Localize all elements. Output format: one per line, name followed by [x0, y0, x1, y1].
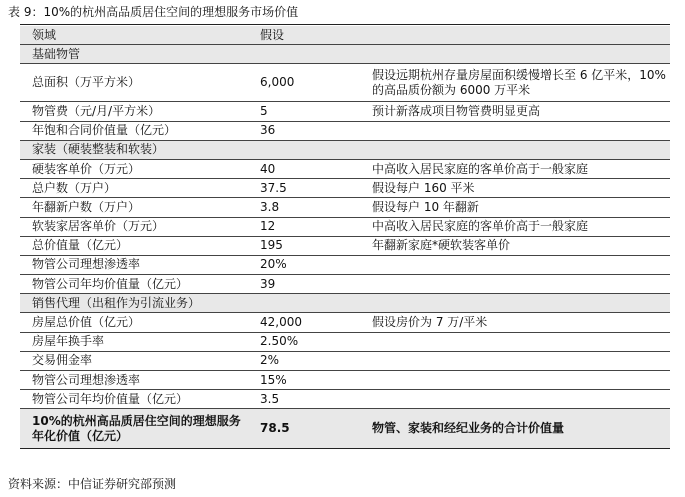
row-value: 37.5 [248, 179, 360, 198]
row-label: 总面积（万平方米） [20, 64, 248, 102]
row-note [360, 140, 670, 159]
row-label: 物管费（元/月/平方米） [20, 102, 248, 121]
row-note [360, 371, 670, 390]
header-note [360, 26, 670, 45]
section-row [20, 45, 670, 64]
table-body [20, 45, 670, 449]
row-label: 物管公司理想渗透率 [20, 255, 248, 274]
row-note [360, 255, 670, 274]
row-note: 中高收入居民家庭的客单价高于一般家庭 [360, 217, 670, 236]
row-value: 42,000 [248, 313, 360, 332]
table-row [20, 255, 670, 274]
row-note: 假设远期杭州存量房屋面积缓慢增长至 6 亿平米，10%的高品质份额为 6000 万平米 [360, 64, 670, 102]
row-label: 年饱和合同价值量（亿元） [20, 121, 248, 140]
row-label: 物管公司理想渗透率 [20, 371, 248, 390]
row-label: 总户数（万户） [20, 179, 248, 198]
table-header-row [20, 26, 670, 45]
total-row [20, 409, 670, 449]
table-row [20, 217, 670, 236]
row-value [248, 45, 360, 64]
row-note: 假设房价为 7 万/平米 [360, 313, 670, 332]
row-note [360, 390, 670, 409]
table-row [20, 275, 670, 294]
row-value: 2.50% [248, 332, 360, 351]
row-value: 78.5 [248, 409, 360, 449]
row-label: 家装（硬装整装和软装） [20, 140, 248, 159]
table-row [20, 102, 670, 121]
row-value: 20% [248, 255, 360, 274]
row-label: 基础物管 [20, 45, 248, 64]
source-note: 资料来源：中信证券研究部预测 [8, 477, 177, 491]
row-label: 销售代理（出租作为引流业务） [20, 294, 248, 313]
row-value: 2% [248, 351, 360, 370]
table-top-rule [20, 24, 670, 25]
row-value: 3.8 [248, 198, 360, 217]
row-value: 39 [248, 275, 360, 294]
row-note: 年翻新家庭*硬软装客单价 [360, 236, 670, 255]
row-value: 36 [248, 121, 360, 140]
row-label: 10%的杭州高品质居住空间的理想服务年化价值（亿元） [20, 409, 248, 449]
row-note [360, 294, 670, 313]
row-note [360, 332, 670, 351]
table-row [20, 236, 670, 255]
table-row [20, 313, 670, 332]
row-note: 假设每户 10 年翻新 [360, 198, 670, 217]
row-label: 交易佣金率 [20, 351, 248, 370]
row-label: 房屋年换手率 [20, 332, 248, 351]
header-assumption: 假设 [248, 26, 360, 45]
row-value: 15% [248, 371, 360, 390]
row-note [360, 121, 670, 140]
table-row [20, 198, 670, 217]
table-row [20, 371, 670, 390]
row-label: 软装家居客单价（万元） [20, 217, 248, 236]
row-note [360, 351, 670, 370]
row-note: 假设每户 160 平米 [360, 179, 670, 198]
row-label: 物管公司年均价值量（亿元） [20, 390, 248, 409]
valuation-table [20, 26, 670, 449]
table-row [20, 332, 670, 351]
row-label: 年翻新户数（万户） [20, 198, 248, 217]
row-value: 195 [248, 236, 360, 255]
row-label: 总价值量（亿元） [20, 236, 248, 255]
section-row [20, 294, 670, 313]
table-row [20, 351, 670, 370]
row-value [248, 140, 360, 159]
row-label: 硬装客单价（万元） [20, 159, 248, 178]
row-value: 6,000 [248, 64, 360, 102]
table-row [20, 64, 670, 102]
row-value: 40 [248, 159, 360, 178]
row-note [360, 45, 670, 64]
row-value: 3.5 [248, 390, 360, 409]
row-value: 12 [248, 217, 360, 236]
row-note [360, 275, 670, 294]
row-value: 5 [248, 102, 360, 121]
table-row [20, 159, 670, 178]
row-note: 预计新落成项目物管费明显更高 [360, 102, 670, 121]
table-row [20, 179, 670, 198]
table-title: 表 9：10%的杭州高品质居住空间的理想服务市场价值 [8, 5, 299, 19]
row-note: 中高收入居民家庭的客单价高于一般家庭 [360, 159, 670, 178]
row-label: 物管公司年均价值量（亿元） [20, 275, 248, 294]
table-row [20, 390, 670, 409]
section-row [20, 140, 670, 159]
table-row [20, 121, 670, 140]
header-domain: 领域 [20, 26, 248, 45]
row-label: 房屋总价值（亿元） [20, 313, 248, 332]
row-note: 物管、家装和经纪业务的合计价值量 [360, 409, 670, 449]
row-value [248, 294, 360, 313]
